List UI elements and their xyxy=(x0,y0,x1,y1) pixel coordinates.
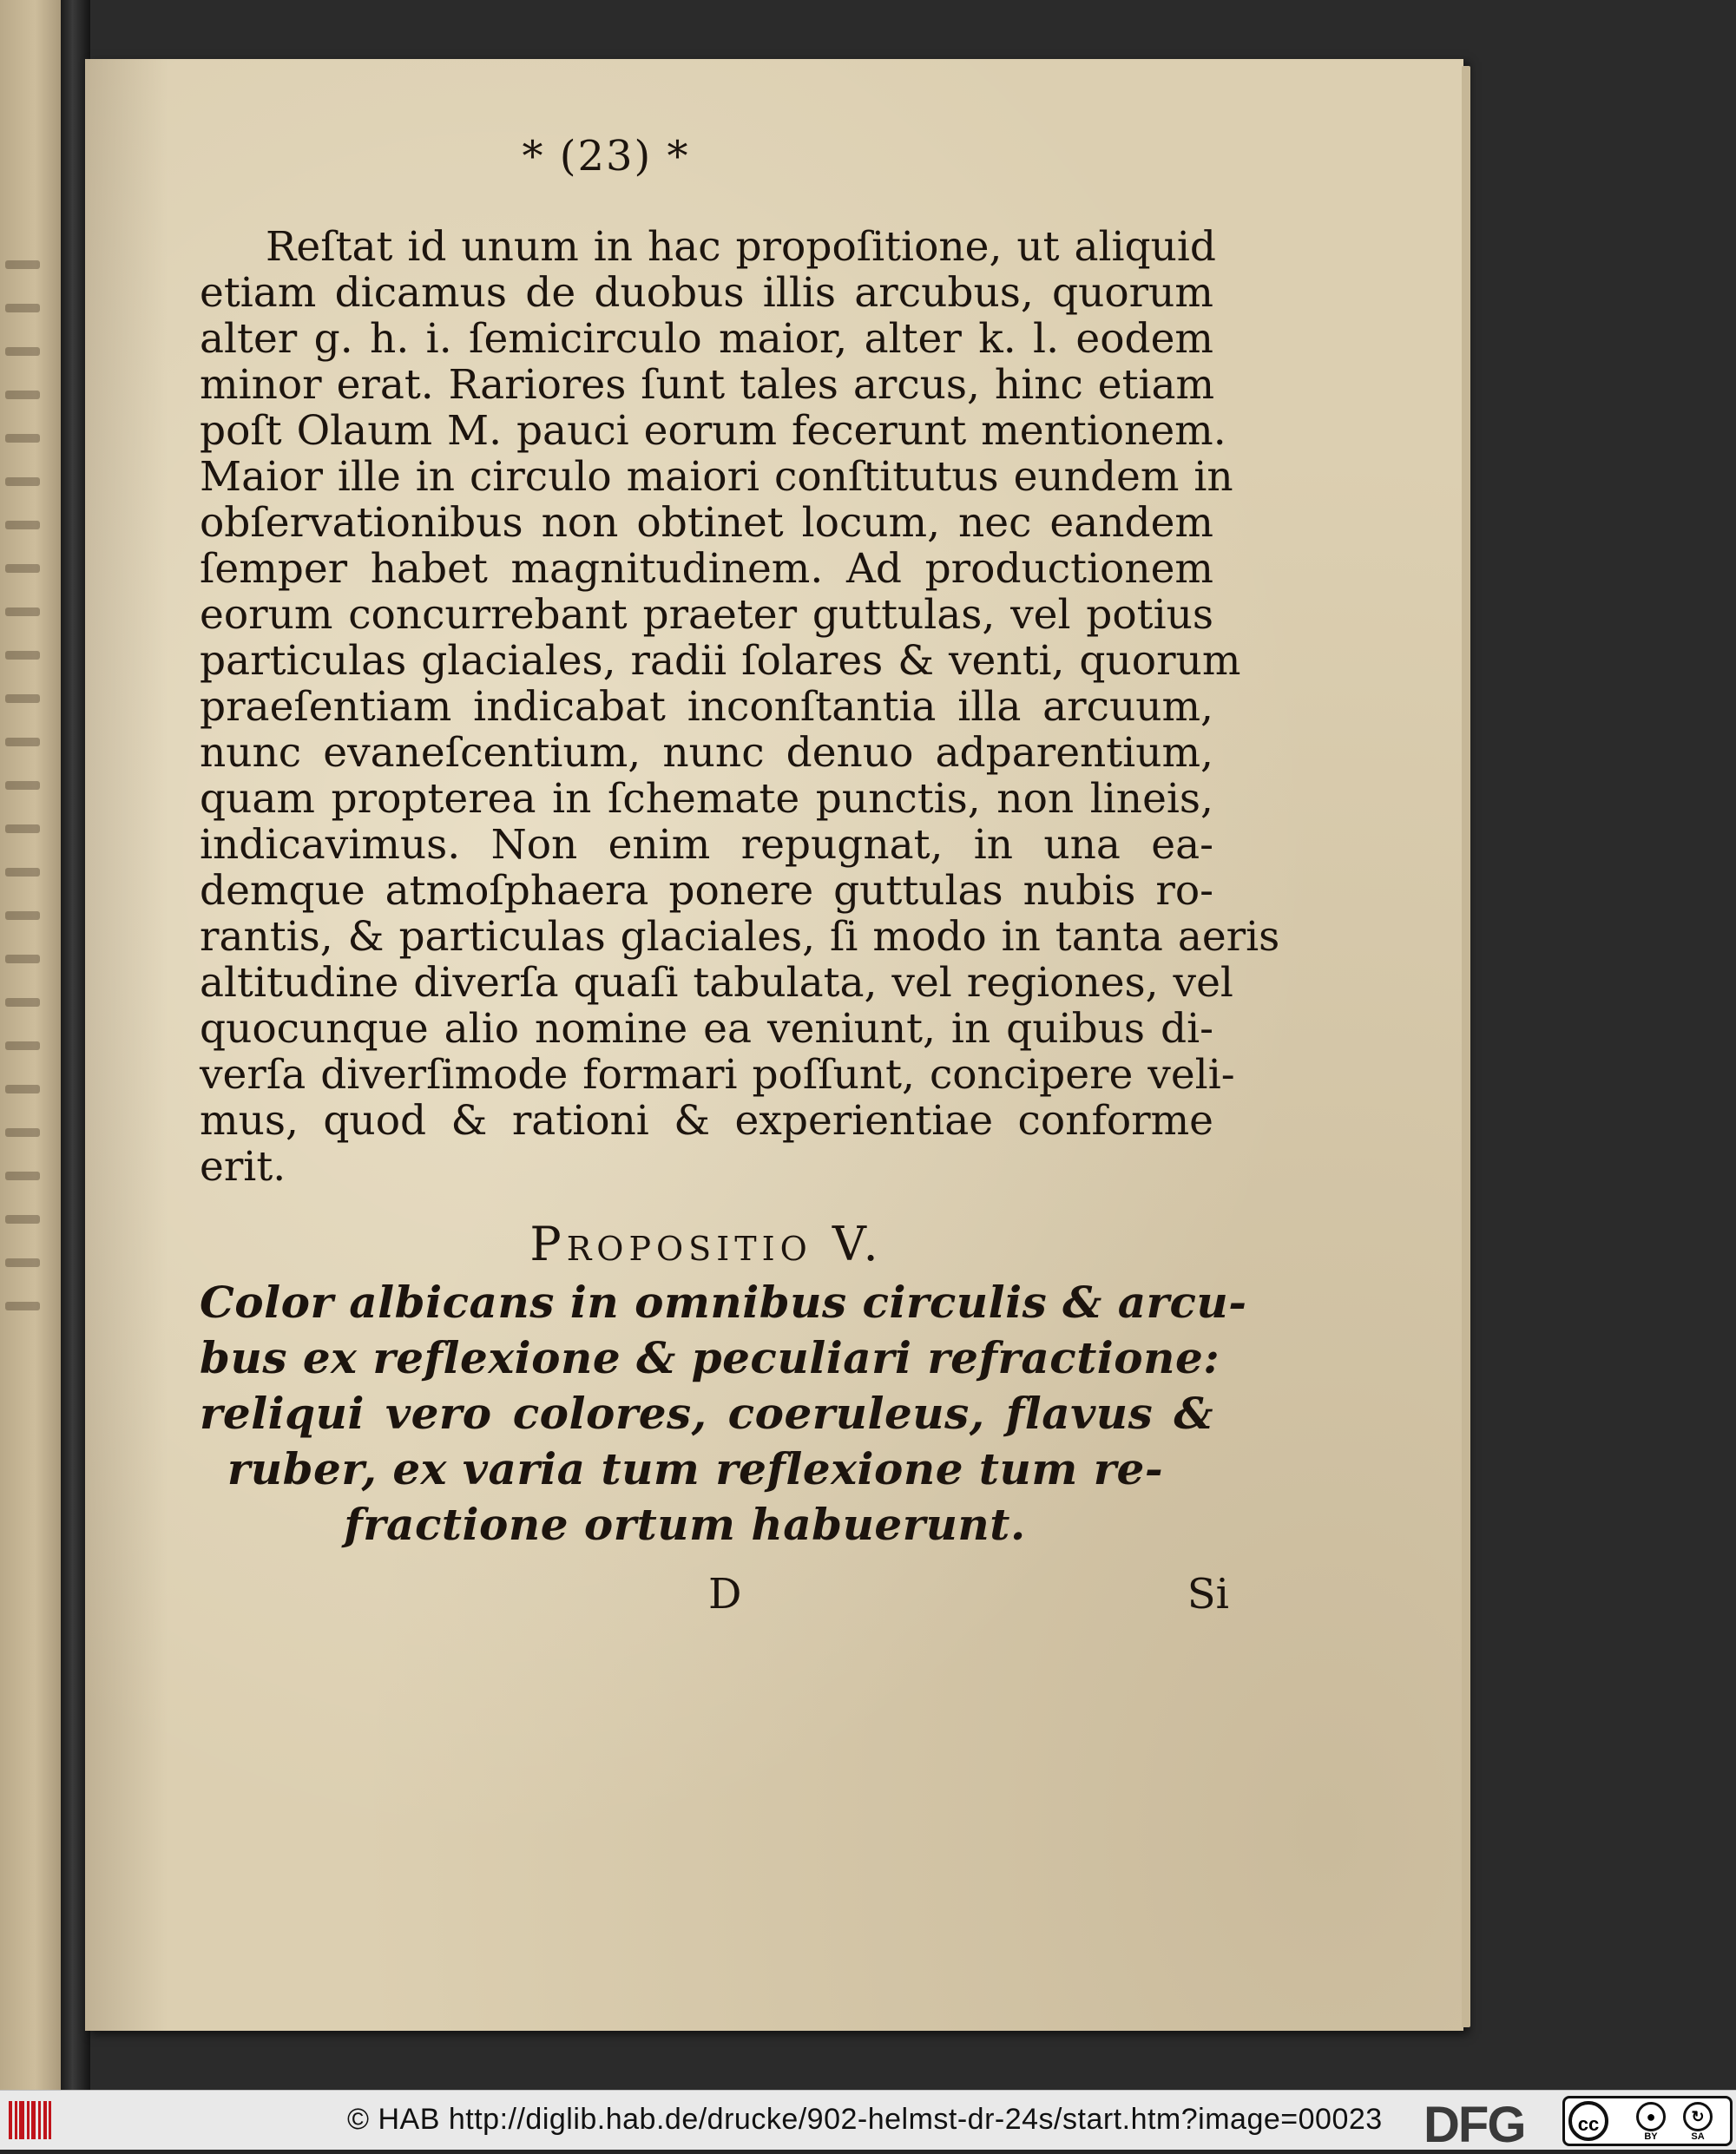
text-line: alter g. h. i. ſemicirculo maior, alter k. l. eodem xyxy=(200,315,1213,363)
creative-commons-icon: cc xyxy=(1568,2101,1608,2141)
catchword: Si xyxy=(1187,1570,1229,1619)
text-line: nunc evaneſcentium, nunc denuo adparentium, xyxy=(200,729,1213,777)
page-footer xyxy=(200,1570,1229,1622)
text-line: quam propterea in ſchemate punctis, non lineis, xyxy=(200,775,1213,823)
text-line: mus, quod & rationi & experientiae conforme xyxy=(200,1097,1213,1145)
text-line: rantis, & particulas glaciales, ſi modo in tanta aeris xyxy=(200,913,1280,961)
copyright-link[interactable]: © HAB http://diglib.hab.de/drucke/902-helmst-dr-24s/start.htm?image=00023 xyxy=(347,2103,1383,2136)
signature-mark: D xyxy=(708,1570,742,1619)
text-line: eorum concurrebant praeter guttulas, vel potius xyxy=(200,591,1213,639)
proposition-line: ruber, ex varia tum reflexione tum re- xyxy=(227,1443,1164,1494)
text-line: poſt Olaum M. pauci eorum fecerunt mentionem. xyxy=(200,407,1226,455)
text-line: minor erat. Rariores ſunt tales arcus, hinc etiam xyxy=(200,361,1215,409)
proposition-line: fractione ortum habuerunt. xyxy=(344,1499,1026,1550)
previous-page-text-fragments xyxy=(5,226,57,1527)
text-line: particulas glaciales, radii ſolares & venti, quorum xyxy=(200,637,1241,685)
text-line: obſervationibus non obtinet locum, nec eandem xyxy=(200,499,1213,547)
sa-label: SA xyxy=(1691,2131,1705,2142)
by-label: BY xyxy=(1644,2131,1658,2142)
cc-license-badge[interactable] xyxy=(1562,2096,1733,2146)
text-line: ſemper habet magnitudinem. Ad productionem xyxy=(200,545,1213,593)
viewer-status-bar xyxy=(0,2090,1736,2153)
proposition-line: bus ex reflexione & peculiari refractione: xyxy=(200,1332,1220,1383)
attribution-icon: ● xyxy=(1636,2102,1666,2131)
text-line: demque atmoſphaera ponere guttulas nubis ro- xyxy=(200,867,1213,915)
text-line: indicavimus. Non enim repugnat, in una ea- xyxy=(200,821,1213,869)
text-line: praeſentiam indicabat inconſtantia illa arcuum, xyxy=(200,683,1213,731)
proposition-line: reliqui vero colores, coeruleus, flavus & xyxy=(200,1388,1213,1439)
proposition-line: Color albicans in omnibus circulis & arcu- xyxy=(200,1277,1247,1328)
body-text xyxy=(200,223,1280,1622)
page-number: * (23) * xyxy=(522,132,690,181)
share-alike-icon: ↻ xyxy=(1683,2102,1713,2131)
text-line: etiam dicamus de duobus illis arcubus, quorum xyxy=(200,269,1213,317)
dfg-logo: DFG xyxy=(1424,2097,1525,2153)
text-line: verſa diverſimode formari poſſunt, concipere veli- xyxy=(200,1051,1235,1099)
text-line: altitudine diverſa quaſi tabulata, vel regiones, vel xyxy=(200,959,1233,1007)
book-page xyxy=(85,59,1463,2031)
text-line: erit. xyxy=(200,1143,286,1191)
proposition-heading: Propositio V. xyxy=(529,1217,884,1271)
hab-logo-icon xyxy=(9,2101,52,2139)
text-line: Maior ille in circulo maiori conſtitutus eundem in xyxy=(200,453,1233,501)
text-line: Reſtat id unum in hac propoſitione, ut aliquid xyxy=(266,223,1216,271)
text-line: quocunque alio nomine ea veniunt, in quibus di- xyxy=(200,1005,1213,1053)
